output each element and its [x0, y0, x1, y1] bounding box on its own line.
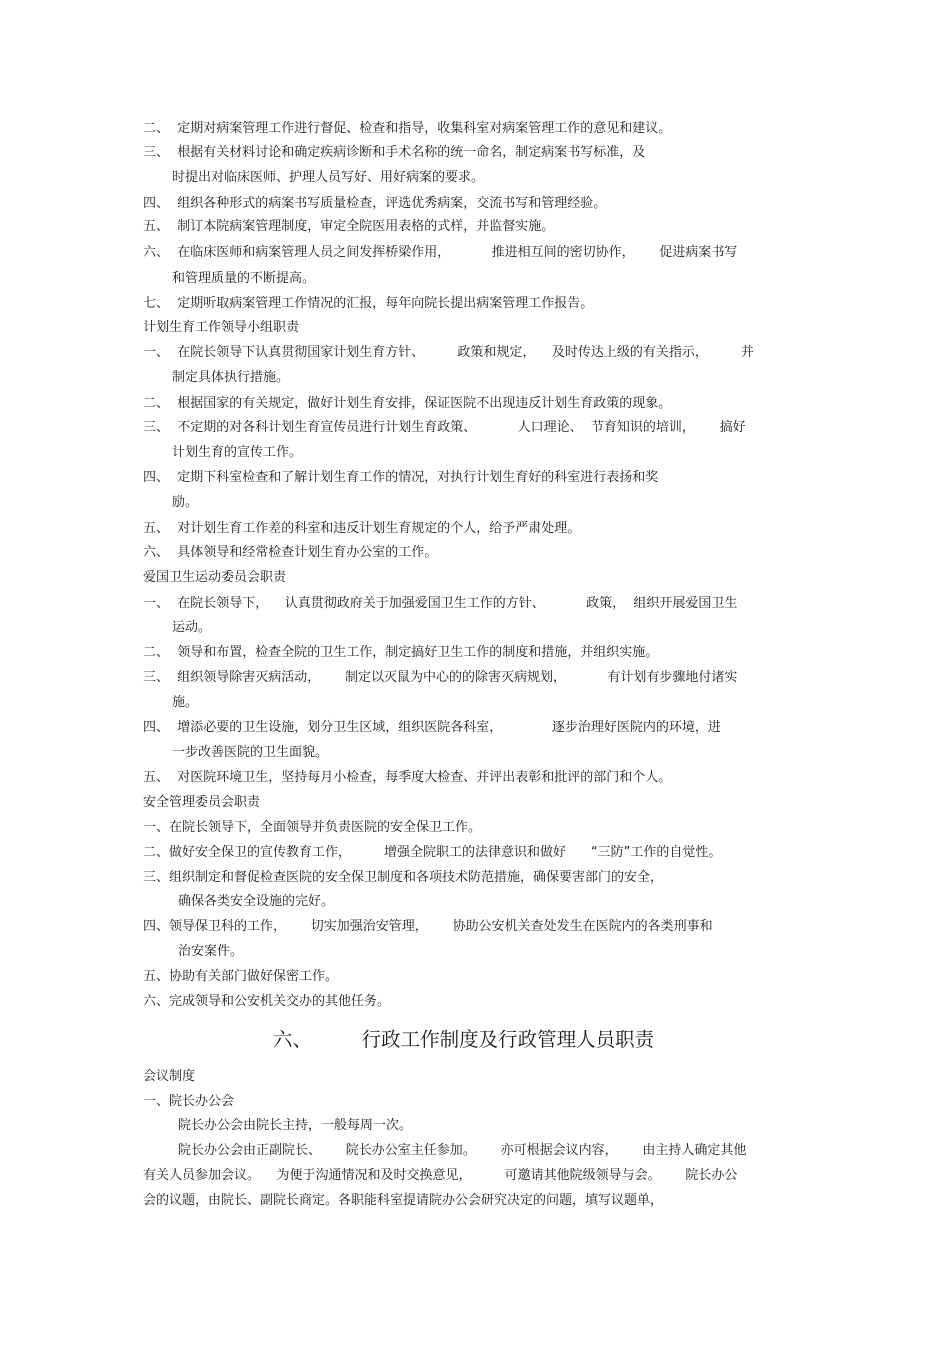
- text-line: 二、 定期对病案管理工作进行督促、检查和指导，收集科室对病案管理工作的意见和建议。: [143, 121, 672, 136]
- text-line: 七、 定期听取病案管理工作情况的汇报，每年向院长提出病案管理工作报告。: [143, 296, 594, 311]
- text-line: 五、 对计划生育工作差的科室和违反计划生育规定的个人，给予严肃处理。: [143, 521, 581, 536]
- text-line: 二、 领导和布置，检查全院的卫生工作，制定搞好卫生工作的制度和措施，并组织实施。: [143, 645, 659, 660]
- text-line: 治安案件。: [178, 944, 244, 959]
- text-line: 三、 不定期的对各科计划生育宣传员进行计划生育政策、 人口理论、 节育知识的培训， 搞好: [143, 420, 746, 435]
- text-line: 四、领导保卫科的工作， 切实加强治安管理， 协助公安机关查处发生在医院内的各类刑事和: [143, 919, 713, 934]
- text-line: 和管理质量的不断提高。: [172, 271, 316, 286]
- text-line: 四、 组织各种形式的病案书写质量检查，评选优秀病案，交流书写和管理经验。: [143, 196, 607, 211]
- section-heading: 爱国卫生运动委员会职责: [143, 570, 287, 585]
- text-line: 六、 在临床医师和病案管理人员之间发挥桥梁作用， 推进相互间的密切协作， 促进病案书写: [143, 245, 738, 260]
- text-line: 制定具体执行措施。: [172, 370, 290, 385]
- text-line: 五、协助有关部门做好保密工作。: [143, 969, 339, 984]
- text-line: 三、组织制定和督促检查医院的安全保卫制度和各项技术防范措施，确保要害部门的安全，: [143, 870, 664, 885]
- text-line: 三、 组织领导除害灭病活动， 制定以灭鼠为中心的的除害灭病规划， 有计划有步骤地付诸实: [143, 670, 738, 685]
- text-line: 二、做好安全保卫的宣传教育工作， 增强全院职工的法律意识和做好 “三防”工作的自觉性。: [143, 845, 722, 860]
- text-line: 运动。: [172, 620, 212, 635]
- section-heading: 计划生育工作领导小组职责: [143, 320, 300, 335]
- text-line: 五、 对医院环境卫生，坚持每月小检查，每季度大检查、并评出表彰和批评的部门和个人。: [143, 770, 672, 785]
- text-line: 施。: [172, 695, 199, 710]
- text-line: 四、 增添必要的卫生设施，划分卫生区域，组织医院各科室， 逐步治理好医院内的环境，进: [143, 720, 721, 735]
- text-line: 计划生育的宣传工作。: [172, 445, 303, 460]
- text-line: 有关人员参加会议。 为便于沟通情况和及时交换意见， 可邀请其他院级领导与会。 院长办公: [143, 1168, 738, 1183]
- text-line: 时提出对临床医师、护理人员写好、用好病案的要求。: [172, 170, 485, 185]
- section-heading: 安全管理委员会职责: [143, 795, 261, 810]
- text-line: 五、 制订本院病案管理制度，审定全院医用表格的式样，并监督实施。: [143, 219, 555, 234]
- text-line: 励。: [172, 495, 199, 510]
- subsection-heading: 一、院长办公会: [143, 1094, 235, 1109]
- chapter-title: 六、 行政工作制度及行政管理人员职责: [273, 1028, 655, 1051]
- text-line: 六、 具体领导和经常检查计划生育办公室的工作。: [143, 545, 438, 560]
- section-heading: 会议制度: [143, 1069, 196, 1084]
- text-line: 三、 根据有关材料讨论和确定疾病诊断和手术名称的统一命名，制定病案书写标准，及: [143, 145, 646, 160]
- text-line: 确保各类安全设施的完好。: [178, 894, 335, 909]
- text-line: 二、 根据国家的有关规定，做好计划生育安排，保证医院不出现违反计划生育政策的现象。: [143, 396, 672, 411]
- text-line: 六、完成领导和公安机关交办的其他任务。: [143, 994, 391, 1009]
- text-line: 一步改善医院的卫生面貌。: [172, 745, 329, 760]
- text-line: 一、 在院长领导下， 认真贯彻政府关于加强爱国卫生工作的方针、 政策， 组织开展爱国卫生: [143, 596, 738, 611]
- text-line: 院长办公会由正副院长、 院长办公室主任参加。 亦可根据会议内容， 由主持人确定其他: [178, 1143, 747, 1158]
- text-line: 院长办公会由院长主持，一般每周一次。: [178, 1118, 413, 1133]
- text-line: 一、在院长领导下，全面领导并负责医院的安全保卫工作。: [143, 820, 482, 835]
- text-line: 会的议题，由院长、副院长商定。各职能科室提请院办公会研究决定的问题，填写议题单，: [143, 1193, 664, 1208]
- text-line: 一、 在院长领导下认真贯彻国家计划生育方针、 政策和规定， 及时传达上级的有关指示， 并: [143, 345, 754, 360]
- text-line: 四、 定期下科室检查和了解计划生育工作的情况，对执行计划生育好的科室进行表扬和奖: [143, 470, 659, 485]
